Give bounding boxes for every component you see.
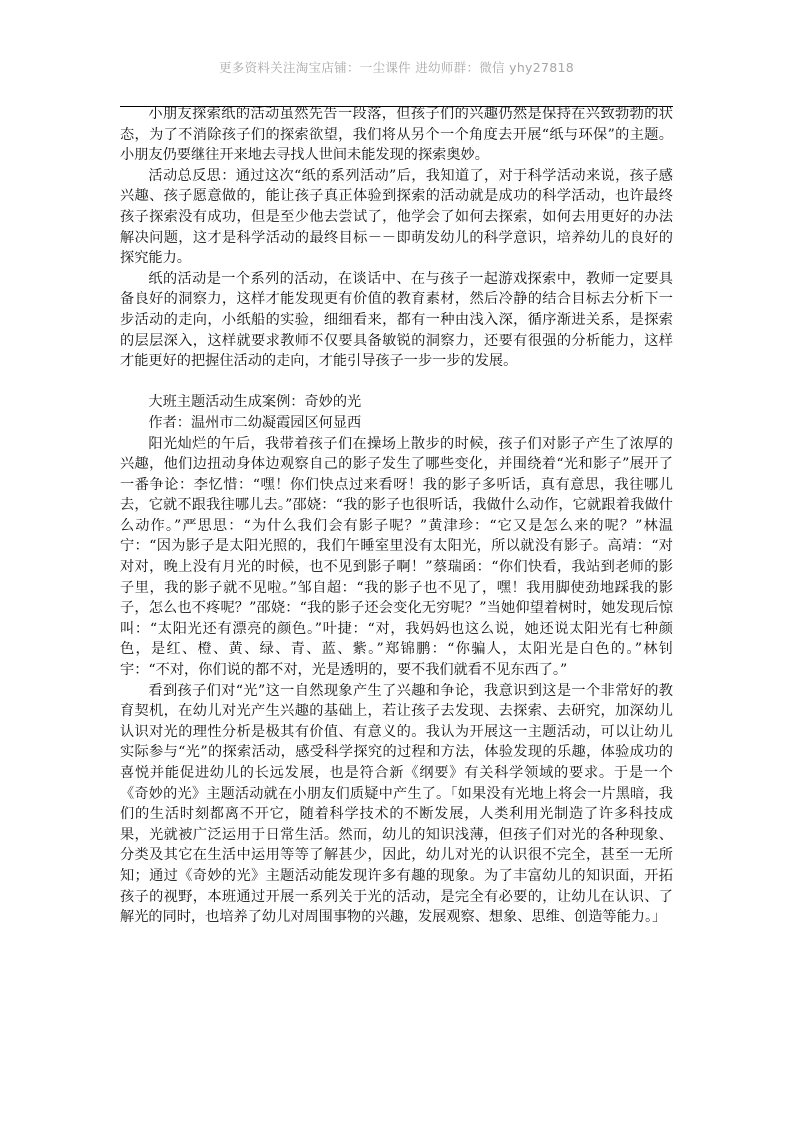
case-title: 大班主题活动生成案例：奇妙的光 — [148, 394, 362, 411]
case-author: 作者：温州市二幼凝霞园区何显西 — [148, 414, 362, 431]
document-body — [120, 104, 673, 928]
header-note: 更多资料关注淘宝店铺：一尘课件 进幼师群：微信 yhy27818 — [218, 60, 575, 75]
paragraph-paper-exploration: 小朋友探索纸的活动虽然先告一段落，但孩子们的兴趣仍然是保持在兴致勃勃的状态，为了不消除孩子们的探索欲望，我们将从另个一个角度去开展“纸与环保”的主题。小朋友仍要继往开来地去寻找人世间未能发现的探索奥妙。 — [120, 106, 673, 164]
paragraph-shadow-dialogue: 阳光灿烂的午后，我带着孩子们在操场上散步的时候，孩子们对影子产生了浓厚的兴趣，他们边扭动身体边观察自己的影子发生了哪些变化，并围绕着“光和影子”展开了一番争论：李忆惜：“嘿！你们快点过来看呀！我的影子多听话，真有意思，我往哪儿去，它就不跟我往哪儿去。”邵娆：“我的影子也很听话，我做什么动作，它就跟着我做什么动作。”严思思：“为什么我们会有影子呢？”黄津珍：“它又是怎么来的呢？”林温宁：“因为影子是太阳光照的，我们午睡室里没有太阳光，所以就没有影子。高靖：“对对对，晚上没有月光的时候，也不见到影子啊！”蔡瑞函：“你们快看，我站到老师的影子里，我的影子就不见啦。”邹自超：“我的影子也不见了，嘿！我用脚使劲地踩我的影子，怎么也不疼呢？”邵娆：“我的影子还会变化无穷呢？”当她仰望着树时，她发现后惊叫：“太阳光还有漂亮的颜色。”叶捷：“对，我妈妈也这么说，她还说太阳光有七种颜色，是红、橙、黄、绿、青、蓝、紫。”郑锦鹏：“你骗人，太阳光是白色的。”林钊宇：“不对，你们说的都不对，光是透明的，要不我们就看不见东西了。” — [120, 435, 673, 679]
paragraph-paper-series: 纸的活动是一个系列的活动，在谈话中、在与孩子一起游戏探索中，教师一定要具备良好的洞察力，这样才能发现更有价值的教育素材，然后冷静的结合目标去分析下一步活动的走向，小纸船的实验，细细看来，都有一种由浅入深，循序渐进关系，是探索的层层深入，这样就要求教师不仅要具备敏锐的洞察力，还要有很强的分析能力，这样才能更好的把握住活动的走向，才能引导孩子一步一步的发展。 — [120, 270, 673, 370]
paragraph-light-theme: 看到孩子们对“光”这一自然现象产生了兴趣和争论，我意识到这是一个非常好的教育契机，在幼儿对光产生兴趣的基础上，若让孩子去发现、去探索、去研究，加深幼儿认识对光的理性分析是极其有价值、有意义的。我认为开展这一主题活动，可以让幼儿实际参与“光”的探索活动，感受科学探究的过程和方法，体验发现的乐趣，体验成功的喜悦并能促进幼儿的长远发展，也是符合新《纲要》有关科学领域的要求。于是一个《奇妙的光》主题活动就在小朋友们质疑中产生了。「如果没有光地上将会一片黑暗，我们的生活时刻都离不开它，随着科学技术的不断发展，人类利用光制造了许多科技成果，光就被广泛运用于日常生活。然而，幼儿的知识浅薄，但孩子们对光的各种现象、分类及其它在生活中运用等等了解甚少，因此，幼儿对光的认识很不完全，甚至一无所知；通过《奇妙的光》主题活动能发现许多有趣的现象。为了丰富幼儿的知识面，开拓孩子的视野，本班通过开展一系列关于光的活动，是完全有必要的，让幼儿在认识、了解光的同时，也培养了幼儿对周围事物的兴趣，发展观察、想象、思维、创造等能力。」 — [120, 682, 673, 926]
paragraph-activity-reflection: 活动总反思：通过这次“纸的系列活动”后，我知道了，对于科学活动来说，孩子感兴趣、孩子愿意做的，能让孩子真正体验到探索的活动就是成功的科学活动，也许最终孩子探索没有成功，但是至少他去尝试了，他学会了如何去探索，如何去用更好的办法解决问题，这才是科学活动的最终目标－－即萌发幼儿的科学意识，培养幼儿的良好的探究能力。 — [120, 167, 673, 267]
